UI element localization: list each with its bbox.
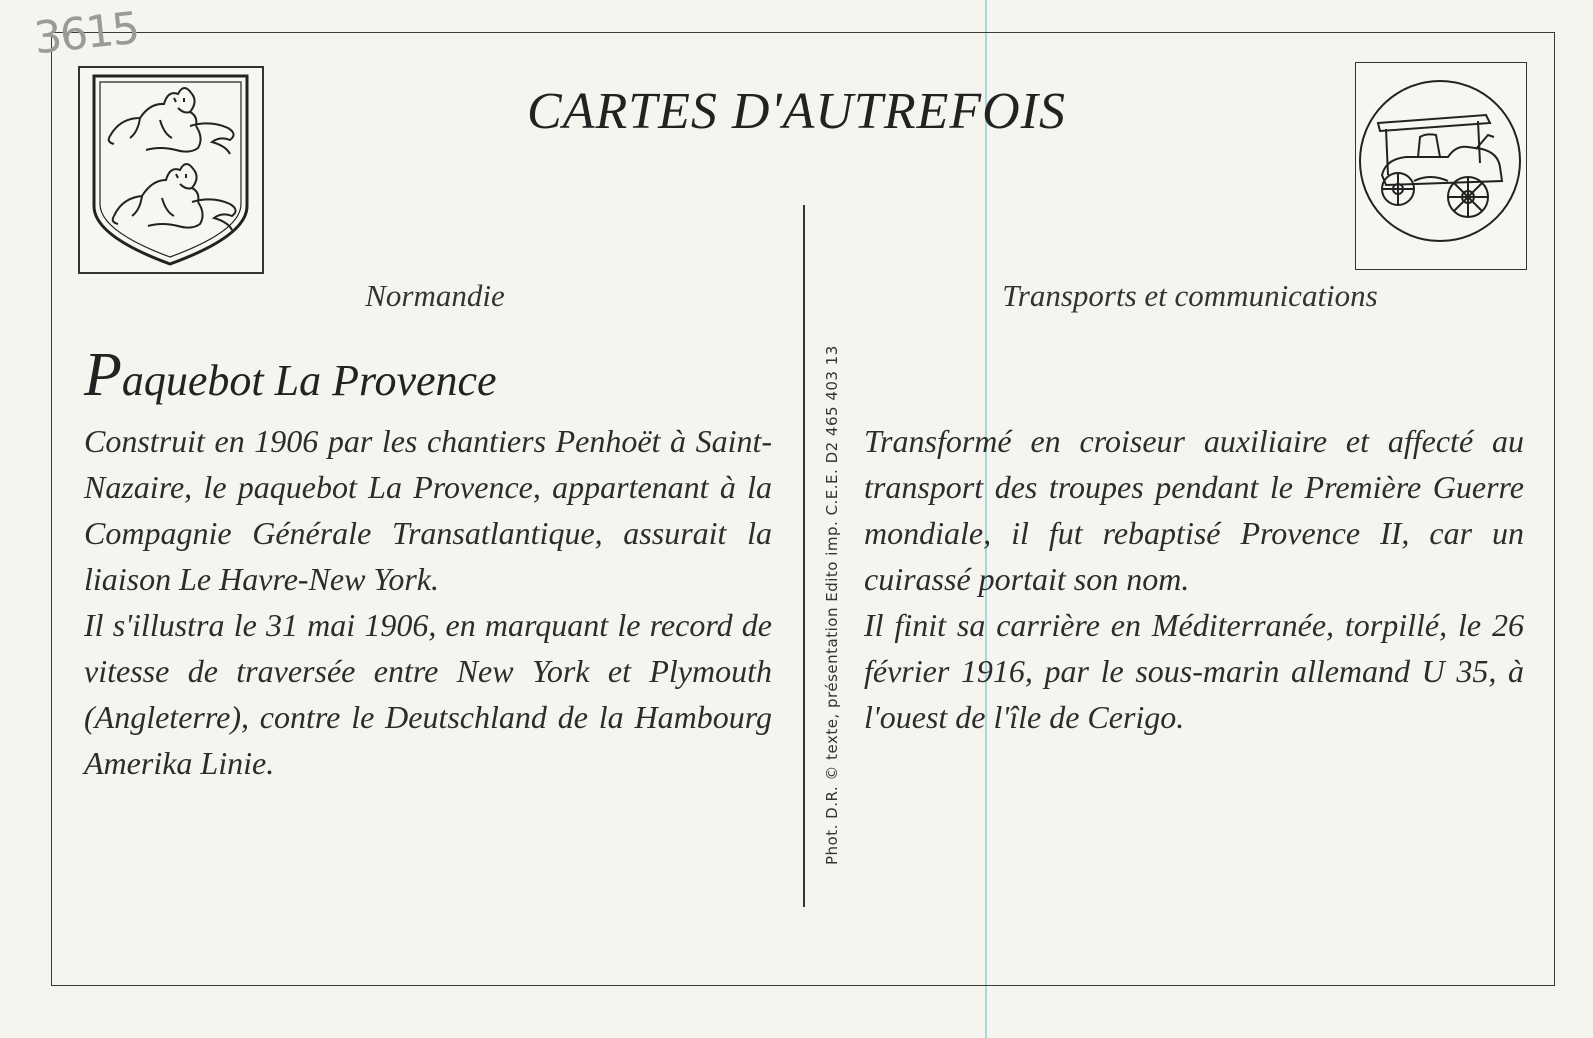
left-text-column (84, 418, 772, 786)
region-label: Normandie (365, 278, 505, 313)
right-paragraph-2: Il finit sa carrière en Méditerranée, torpillé, le 26 février 1916, par le sous-marin allemand U 35, à l'ouest de l'île de Cerigo. (864, 607, 1524, 735)
right-text-column (864, 418, 1524, 740)
page-title: CARTES D'AUTREFOIS (527, 83, 1066, 140)
heading-rest: aquebot La Provence (121, 356, 497, 405)
left-paragraph-2: Il s'illustra le 31 mai 1906, en marquant le record de vitesse de traversée entre New York et Plymouth (Angleterre), contre le Deutschland de la Hambourg Amerika Linie. (84, 607, 772, 781)
imprint-text: Phot. D.R. © texte, présentation Edito imp. C.E.E. D2 465 403 13 (823, 345, 841, 865)
pencil-note: 3615 (31, 2, 141, 65)
center-divider (803, 205, 805, 907)
right-paragraph-1: Transformé en croiseur auxiliaire et affecté au transport des troupes pendant le Première Guerre mondiale, il fut rebaptisé Provence II, car un cuirassé portait son nom. (864, 423, 1524, 597)
theme-label: Transports et communications (1002, 278, 1378, 313)
left-paragraph-1: Construit en 1906 par les chantiers Penhoët à Saint-Nazaire, le paquebot La Provence, appartenant à la Compagnie Générale Transatlantique, assurait la liaison Le Havre-New York. (84, 423, 772, 597)
card-heading (84, 340, 497, 411)
heading-initial: P (84, 341, 122, 409)
